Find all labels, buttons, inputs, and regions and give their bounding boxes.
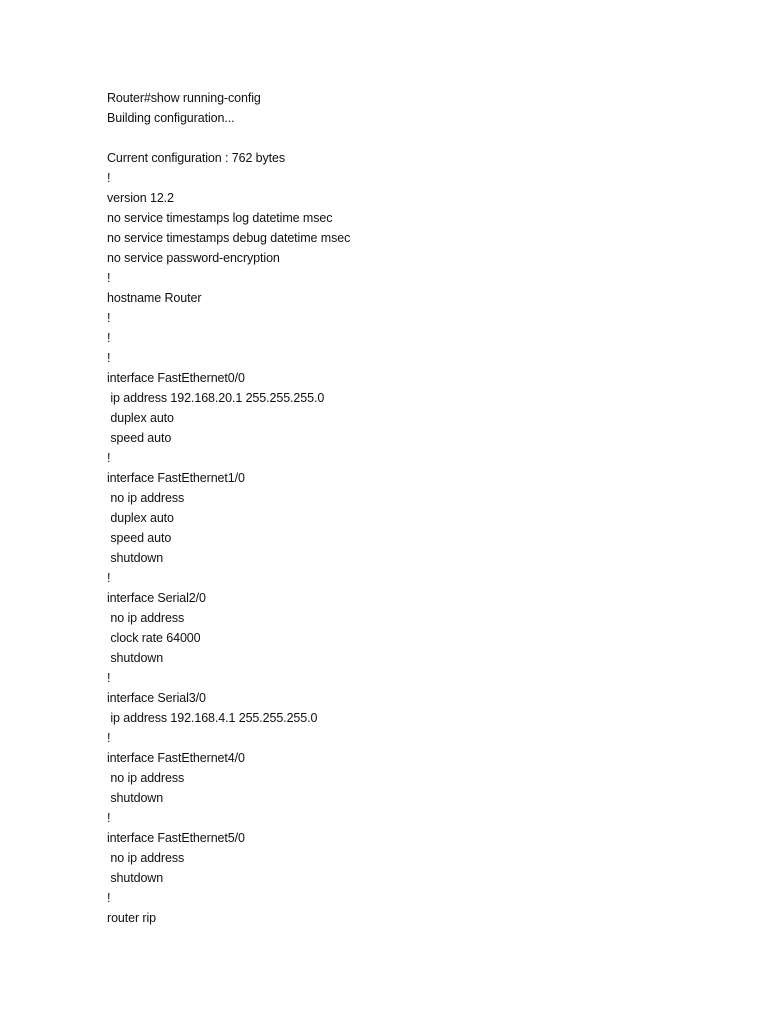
config-line: duplex auto bbox=[107, 511, 174, 525]
config-line: ! bbox=[107, 891, 111, 905]
config-line: interface FastEthernet1/0 bbox=[107, 471, 245, 485]
config-line: shutdown bbox=[107, 871, 164, 885]
config-line: version 12.2 bbox=[107, 191, 174, 205]
config-line: speed auto bbox=[107, 431, 172, 445]
config-line: interface FastEthernet5/0 bbox=[107, 831, 245, 845]
config-line: ip address 192.168.20.1 255.255.255.0 bbox=[107, 391, 325, 405]
config-line: router rip bbox=[107, 911, 157, 925]
config-line: interface FastEthernet0/0 bbox=[107, 371, 245, 385]
config-line: ! bbox=[107, 811, 111, 825]
config-line: ! bbox=[107, 731, 111, 745]
config-line: hostname Router bbox=[107, 291, 202, 305]
config-line: shutdown bbox=[107, 791, 164, 805]
config-line: ! bbox=[107, 271, 111, 285]
config-line: duplex auto bbox=[107, 411, 174, 425]
config-line: Current configuration : 762 bytes bbox=[107, 151, 286, 165]
config-line bbox=[107, 128, 727, 148]
config-line: shutdown bbox=[107, 551, 164, 565]
config-line: ip address 192.168.4.1 255.255.255.0 bbox=[107, 711, 318, 725]
config-line: interface Serial3/0 bbox=[107, 691, 206, 705]
config-document bbox=[107, 88, 727, 928]
config-line: ! bbox=[107, 671, 111, 685]
config-line: interface Serial2/0 bbox=[107, 591, 206, 605]
config-line: no service timestamps debug datetime msec bbox=[107, 231, 351, 245]
config-line: ! bbox=[107, 331, 111, 345]
config-line: ! bbox=[107, 451, 111, 465]
config-line: no ip address bbox=[107, 851, 185, 865]
config-line: Router#show running-config bbox=[107, 91, 261, 105]
config-line: ! bbox=[107, 571, 111, 585]
config-line: no service timestamps log datetime msec bbox=[107, 211, 333, 225]
config-line: ! bbox=[107, 171, 111, 185]
config-line: no ip address bbox=[107, 491, 185, 505]
config-line: no ip address bbox=[107, 611, 185, 625]
config-line: speed auto bbox=[107, 531, 172, 545]
config-line: Building configuration... bbox=[107, 111, 235, 125]
config-line: interface FastEthernet4/0 bbox=[107, 751, 245, 765]
config-line: shutdown bbox=[107, 651, 164, 665]
config-line: ! bbox=[107, 311, 111, 325]
config-line: ! bbox=[107, 351, 111, 365]
config-line: no service password-encryption bbox=[107, 251, 280, 265]
config-line: no ip address bbox=[107, 771, 185, 785]
config-line: clock rate 64000 bbox=[107, 631, 201, 645]
